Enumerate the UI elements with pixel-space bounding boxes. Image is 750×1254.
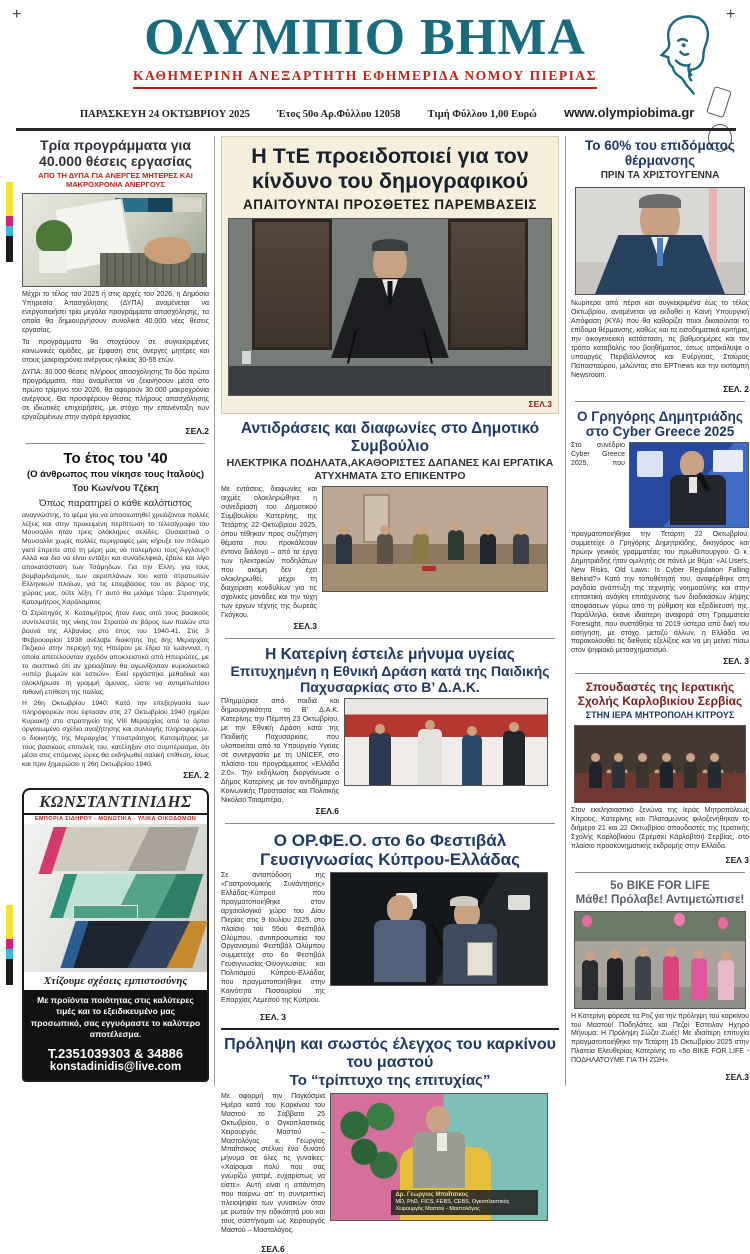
photo-shape-panel	[713, 450, 744, 472]
photo-shape-door-right	[448, 219, 529, 349]
photo-orfeo-festival	[330, 872, 548, 986]
article-paragraph: Με αφορμή την Παγκόσμια Ημέρα κατά του Καρκίνου του Μαστού το Σάββατο 25 Οκτωβρίου, ο Ογκοπλαστικός Χειρουργός Μαστού – Μαστολόγος κ. Γεώργιος Μπαΐτσικος στέλνει ένα δυνατό μήνυμα σε όλες τις γυναίκες: «Χαίρομαι πολύ που σας γνωρίζω γιατρέ, ευχαρίστως να είστε». Αυτή είναι η απάντηση που παίρνω απ’ τη συντριπτική πλειοψηφία των γυναικών όταν με ρωτούν την ειδικότητά μου και τους συστήνομαι ως Χειρουργός Μαστού – Μαστολόγος.	[221, 1092, 325, 1235]
article-paragraph: Ο Στρατηγός Χ. Κατσιμήτρος ήταν ένας από τους βασικούς συντελεστές της νίκης του Στρατού σε βάρος των Ιταλών στα βουνά της Αλβανίας στο έπος του 1940-41. Στις 3 Φεβρουαρίου 1938 ανέλαβε διοικητής της 8ης Μεραρχίας Πεζικού στην περιοχή της Ηπείρου με έδρα τα Ιωάννινα, η οποία απετελούνταν σχεδόν αποκλειστικά από Ηπειρώτες, με το σκεπτικό ότι αν χρειαζόταν θα αγωνίζονταν κυριολεκτικά «υπέρ βωμών και εστιών». Εκεί εργάστηκε μεθοδικά και ολοκλήρωσε τη γραμμή άμυνας, ώστε να αντιμετωπίσει πιθανή επίθεση της Ιταλίας.	[22, 610, 209, 696]
page-reference: ΣΕΛ. 2	[183, 769, 209, 780]
photo-shape-door-left	[252, 219, 333, 349]
article-byline: Του Κων/νου Τζέκη	[72, 482, 159, 494]
article-title: Ο ΟΡ.ΦΕ.Ο. στο 6ο Φεστιβάλ Γευσιγνωσίας Κύπρου-Ελλάδας	[260, 830, 520, 869]
divider	[225, 823, 555, 824]
color-calibration-bar-bottom	[6, 905, 13, 985]
photo-shape-plant	[36, 220, 73, 253]
color-bar-cyan	[6, 949, 13, 959]
article-title-line2: Το “τρίπτυχο της επιτυχίας”	[289, 1071, 491, 1089]
article-lead-line: Όπως παρατηρεί ο κάθε καλόπιστος	[39, 497, 192, 509]
article-paragraph: Πλημμύρισε από παιδιά και δημιουργικότητα το Β’ Δ.Α.Κ. Κατερίνης την Πέμπτη 23 Οκτωβρίου, με την Εθνική Δράση κατά της Παιδικής Παχυσαρκίας, που υλοποιείται από το Υπουργείο Υγείας σε συνεργασία με τη UNICEF, στο πλαίσιο του προγράμματος «Ελλάδα 2.0». Την εκδήλωση διοργάνωσε ο Δήμος Κατερίνης με τον αντιδήμαρχο Κοινωνικής Προστασίας και Πολιτικής Νικόλαο Τσιαμπέρα.	[221, 698, 339, 804]
article-title-line1: Η Κατερίνη έστειλε μήνυμα υγείας	[265, 645, 515, 663]
article-subtitle: ΑΠΟ ΤΗ ΔΥΠΑ ΓΙΑ ΑΝΕΡΓΕΣ ΜΗΤΕΡΕΣ ΚΑΙ ΜΑΚΡΟΧΡΟΝΙΑ ΑΝΕΡΓΟΥΣ	[38, 171, 193, 190]
article-jobs-programs	[22, 138, 209, 436]
article-serbia-seminary	[571, 681, 749, 864]
article-orfeo-festival	[221, 831, 559, 1022]
divider	[225, 638, 555, 639]
left-column	[22, 136, 214, 1086]
photo-shape-doctor-head	[426, 1106, 450, 1133]
article-paragraph: αναγνώστης, το ψέμα για να αποσιωπηθεί χρειάζονται πολλές λέξεις και στην προκειμένη περίπτωση το τελεσίγραφο του Μουσολίνι ήταν τρεις ολόκληρες σελίδες. Ουσιαστικά ο Μουσολίνι χωρίς πολλές περιγραφές μας κήρυξε τον πόλεμο γιατί έπρεπε από τη μέρη μας να πολεμήσει τους Άγγλους!! Αλλά και δια να είναι εντάξει και συναδελφικά, έβαλε και λίγο αποκατάσταση των Τσάμηδων. Για την Έλλη, για τους βομβαρδισμούς των αεροπλάνων του κατά στρατιωτών Ελληνικών πλοίων, για τις επεμβάσεις του σε βάρος της χώρας μας, ούτε λέξη. Γι' αυτό θα μιλάμε τώρα: Στρατηγός Κατσιμήτρος Χαράλαμπος	[22, 511, 209, 606]
article-paragraph: Η 26η Οκτωβρίου 1940: Κατά την επεξεργασία των πληροφοριών που έφτασαν στις 27 Οκτωβρίου 1940 (ημέρα Κυριακή) στο στρατηγείο της VIII Μεραρχίας από το άρτια οργανωμένο σχέδιο αναζήτησης και συλλογής πληροφοριών, ο διοικητής της Μεραρχίας Υποστράτηγος Κατσιμήτρος με τους βασικούς επιτελείς του, κατέληξαν στο συμπέρασμα, ότι μέσα στις επόμενες ώρες θα εκδηλωθεί ιταλική επίθεση, ίσως και πριν ξημερώσει η 26η Οκτωβρίου 1940.	[22, 700, 209, 769]
photo-council-meeting	[322, 486, 548, 592]
photo-shape-shirt	[689, 477, 697, 493]
photo-cyber-panel-speaker	[629, 442, 749, 528]
photo-shape-shirt	[437, 1133, 447, 1151]
photo-shape-tie	[657, 238, 663, 266]
article-title-line1: 5ο BIKE FOR LIFE	[610, 879, 710, 892]
article-subtitle: ΗΛΕΚΤΡΙΚΑ ΠΟΔΗΛΑΤΑ,ΑΚΑΘΟΡΙΣΤΕΣ ΔΑΠΑΝΕΣ ΚΑΙ ΕΡΓΑΤΙΚΑ ΑΤΥΧΗΜΑΤΑ ΣΤΟ ΕΠΙΚΕΝΤΡΟ	[226, 457, 554, 482]
photo-shape-panel	[637, 451, 663, 476]
issue-price: Τιμή Φύλλου 1,00 Ευρώ	[427, 109, 537, 120]
article-paragraph: ΔΥΠΑ: 30.000 θέσεις πλήρους απασχόλησης Τα δύο πρώτα προγράμματα, που αναμένεται να ξεκινήσουν μέσα στο πρώτο τρίμηνο του 2026, θα αφορούν 30.000 μακροχρόνια ανέργους. Θα προσφέρουν θέσεις πλήρους απασχόλησης σε ιδιωτικές επιχειρήσεις, με στόχο την επανένταξη των εργαζομένων στην αγορά εργασίας	[22, 368, 209, 421]
color-calibration-bar-top	[6, 182, 13, 262]
photo-shape-plants	[335, 1099, 400, 1187]
ad-text: Με προϊόντα ποιότητας στις καλύτερες τιμές και το εξειδικευμένο μας προσωπικό, σας εγγυόμαστε το καλύτερο αποτέλεσμα.	[30, 994, 201, 1040]
article-cyber-greece	[571, 409, 749, 667]
zeus-head-logo-icon	[654, 12, 720, 96]
photo-shape-hand	[144, 237, 192, 265]
photo-shape-man2-hair	[450, 896, 478, 906]
article-subtitle: ΣΤΗΝ ΙΕΡΑ ΜΗΤΡΟΠΟΛΗ ΚΙΤΡΟΥΣ	[585, 710, 735, 721]
ad-photo-night-plant	[71, 921, 207, 968]
photo-shape-chair	[508, 895, 530, 910]
photo-shape-red-folder	[422, 566, 436, 571]
article-title: Ο Γρηγόρης Δημητριάδης στο Cyber Greece 2025	[577, 408, 743, 439]
photo-tv-interview-doctor	[330, 1093, 548, 1221]
article-dak-health	[221, 646, 559, 816]
article-heating-allowance	[571, 138, 749, 394]
photo-shape-speaker-hair	[372, 239, 408, 251]
photo-caption	[391, 1190, 538, 1215]
dateline	[80, 105, 694, 120]
masthead-rule	[16, 128, 736, 131]
newspaper-title: ΟΛΥΜΠΙΟ ΒΗΜΑ	[144, 9, 586, 66]
page-reference: ΣΕΛ 3	[725, 854, 749, 865]
color-bar-black	[6, 959, 13, 985]
page-reference: ΣΕΛ.6	[315, 805, 339, 816]
article-bike-for-life	[571, 880, 749, 1082]
caption-doctor-name: Δρ. Γεώργιος Μπαΐτσικος	[395, 1191, 469, 1198]
divider	[26, 443, 205, 444]
newspaper-subtitle: ΚΑΘΗΜΕΡΙΝΗ ΑΝΕΞΑΡΤΗΤΗ ΕΦΗΜΕΡΙΔΑ ΝΟΜΟΥ ΠΙΕΡΙΑΣ	[133, 68, 597, 89]
article-city-council	[221, 420, 559, 630]
article-paragraph: Σε ανταπόδοση της «Γαστρονομικής Συνάντησης» Ελλάδας-Κύπρου που πραγματοποιήθηκε στον αρχαιολογικό χώρο του Δίου Πιερίας στις 9 Ιουλίου 2025, στο πλαίσιο του 55ου Φεστιβάλ Ολύμπου, αντιπροσωπεία του Οργανισμού Φεστιβάλ Ολύμπου συμμετείχε στο 6ο Φεστιβάλ Γευσιγνωσίας-Οινογνωσίας και Πολιτισμού Κύπρου-Ελλάδας που πραγματοποιήθηκε στην Κοινότητα Πισσουρίου της Επαρχίας Λεμεσού της Κύπρου.	[221, 871, 325, 1005]
divider	[575, 872, 745, 873]
photo-laptop-work	[22, 193, 207, 287]
article-paragraph: Νωρίτερα από πέρσι και συγκεκριμένα έως το τέλος Οκτωβρίου, αναμένεται να εκδοθεί η Κοινή Υπουργική Απόφαση (ΚΥΑ) που θα καθορίζει ποιοι δικαιούνται το επίδομα θέρμανσης, καθώς και τα εισοδηματικά κριτήρια, την οικογενειακή κατάσταση, τις βαθμοημέρες και τον τρόπο καταβολής του βοηθήματος, όπως αποκάλυψε ο υπουργός Περιβάλλοντος και Ενέργειας, Σταύρος Παπασταύρου, μιλώντας στο ΕΡΤnews και την εκπομπή Newsroom.	[571, 300, 749, 379]
photo-dak-event	[344, 698, 548, 786]
article-subtitle: (Ο άνθρωπος που νίκησε τους Ιταλούς)	[26, 469, 205, 481]
divider	[575, 673, 745, 674]
postage-tag-icon	[706, 86, 732, 118]
issue-date: ΠΑΡΑΣΚΕΥΗ 24 ΟΚΤΩΒΡΙΟΥ 2025	[80, 109, 250, 120]
ad-photo-collage	[24, 824, 207, 972]
photo-tte-podium	[228, 218, 552, 396]
page-reference: ΣΕΛ. 3	[723, 656, 749, 667]
photo-shape-pot	[39, 251, 66, 273]
lead-title: Η ΤτΕ προειδοποιεί για τον κίνδυνο του δημογραφικού	[251, 144, 529, 193]
page-reference: ΣΕΛ. 2	[723, 383, 749, 394]
photo-bike-for-life	[574, 911, 746, 1009]
ad-konstantinidis	[22, 788, 209, 1082]
ad-brand-name: ΚΩΝΣΤΑΝΤΙΝΙΔΗΣ	[24, 790, 207, 815]
photo-shape-books	[115, 198, 203, 212]
right-column	[566, 136, 749, 1086]
photo-shape-hair	[639, 194, 681, 208]
page-reference: ΣΕΛ.3	[725, 1072, 749, 1083]
photo-shape-podium	[229, 366, 551, 396]
article-paragraph: Η Κατερίνη φόρεσε τα Ροζ για την πρόληψη του καρκίνου του Μαστού! Ποδηλάτες και Πεζοί Έστειλαν Ηχηρό Μήνυμα: Η Πρόληψη Σώζει Ζωές! Με ιδιαίτερη επιτυχία πραγματοποιήθηκε την Τετάρτη 15 Οκτωβρίου 2025 στην Πλατεία Ελευθερίας Κατερίνης το «5ο BIKE FOR LIFE - ΠΟΔΗΛΑΤΟΥΜΕ ΓΙΑ ΤΗ ΖΩΗ».	[571, 1012, 749, 1065]
registration-cross-top-left: +	[12, 6, 22, 23]
divider-thick	[221, 1028, 559, 1030]
article-paragraph: Τα προγράμματα θα στοχεύουν σε συγκεκριμένες κοινωνικές ομάδες, με έμφαση στις άνεργες μητέρες και στους μακροχρόνια ανέργους ηλικίας 30-55 ετών.	[22, 339, 209, 365]
article-title-line2: Μάθε! Πρόλαβε! Αντιμετώπισε!	[575, 893, 745, 906]
photo-shape-balloon	[674, 913, 685, 926]
website-url: www.olympiobima.gr	[564, 105, 695, 120]
lead-story	[221, 136, 559, 414]
issue-number: Έτος 50ο Αρ.Φύλλου 12058	[277, 109, 401, 120]
color-bar-cyan	[6, 226, 13, 236]
photo-shape-man1-shirt	[374, 920, 426, 982]
color-bar-magenta	[6, 216, 13, 226]
color-bar-black	[6, 236, 13, 262]
photo-minister-portrait	[575, 187, 745, 295]
color-bar-yellow	[6, 182, 13, 216]
photo-shape-balloon	[582, 915, 592, 927]
article-title: Σπουδαστές της Ιερατικής Σχολής Καρλοβικίου Σερβίας	[577, 680, 743, 708]
ad-tagline: ΕΜΠΟΡΙΑ ΣΙΔΗΡΟΥ - ΜΟΝΩΤΙΚΑ - ΥΛΙΚΑ ΟΙΚΟΔΟΜΩΝ	[34, 815, 197, 822]
article-year-1940	[22, 451, 209, 780]
article-paragraph: Μέχρι το τέλος του 2025 ή στις αρχές του 2026, η Δημόσια Υπηρεσία Απασχόλησης (ΔΥΠΑ) αναμένεται να ενεργοποιήσει τρία μεγάλα προγράμματα απασχόλησης, τα οποία θα δημιουργήσουν συνολικά 40.000 νέες θέσεις εργασίας.	[22, 291, 209, 335]
photo-shape-dark-suit	[670, 475, 726, 525]
ad-slogan: Χτίζουμε σχέσεις εμπιστοσύνης	[43, 974, 188, 987]
article-paragraph: Με εντάσεις, διαφωνίες και αιχμές ολοκληρώθηκε η συνεδρίαση του Δημοτικού Συμβουλίου Κατερίνης, της Τετάρτης 22 Οκτωβρίου 2025, όπου τέθηκαν προς συζήτηση θέματα που προκάλεσαν έντονο διάλογο – από τα έργα των ηλεκτρικών ποδηλάτων που ακόμη δεν έχει ολοκληρωθεί, μέχρι τη διαχείριση κονδυλίων για τις σχολικές μονάδες και την τύχη των έργων τέχνης της δωρεάς Γκόγκου.	[221, 486, 317, 619]
article-title-line2: Επιτυχημένη η Εθνική Δράση κατά της Παιδικής Παχυσαρκίας στο Β’ Δ.Α.Κ.	[230, 663, 550, 695]
article-subtitle: ΠΡΙΝ ΤΑ ΧΡΙΣΤΟΥΓΕΝΝΑ	[600, 170, 720, 182]
masthead	[80, 9, 720, 120]
caption-doctor-credentials: MD, PhD, FICS, FEBS, CEBS, Ογκοπλαστικός Χειρουργός Μαστού - Μαστολόγος	[395, 1199, 510, 1213]
registration-cross-top-right: +	[726, 6, 736, 23]
photo-shape-tie	[388, 281, 393, 305]
photo-shape-book	[467, 942, 493, 976]
page-reference: ΣΕΛ.2	[185, 425, 209, 436]
article-title: Τρία προγράμματα για 40.000 θέσεις εργασίας	[39, 137, 192, 169]
article-breast-cancer	[221, 1036, 559, 1254]
ad-phone: Τ.2351039303 & 34886	[47, 1045, 184, 1061]
ad-email: konstadinidis@live.com	[49, 1060, 182, 1073]
page-reference: ΣΕΛ.3	[293, 620, 317, 631]
photo-group-seminary	[574, 725, 746, 803]
article-paragraph: Στον εκκλησιαστικό ξενώνα της Ιεράς Μητροπόλεως Κίτρους, Κατερίνης και Πλαταμώνος φιλοξενήθηκαν το διήμερο 21 και 22 Οκτωβρίου σπουδαστές της Ιερατικής Σχολής Καρλοβικίου (Σρέμσκι Κάρλοβτσι) Σερβίας, στο πλαίσιο προσκυνηματικής εκδρομής στην Ελλάδα.	[571, 807, 749, 850]
page-reference: ΣΕΛ.6	[261, 1244, 285, 1254]
middle-column	[214, 136, 566, 1254]
photo-shape-microphone	[430, 922, 444, 947]
color-bar-yellow	[6, 905, 13, 939]
ad-photo-warehouse	[50, 827, 200, 871]
photo-shape-balloon	[718, 917, 728, 929]
lead-subtitle: ΑΠΑΙΤΟΥΝΤΑΙ ΠΡΟΣΘΕΤΕΣ ΠΑΡΕΜΒΑΣΕΙΣ	[242, 197, 538, 213]
color-bar-magenta	[6, 939, 13, 949]
ad-badge	[73, 905, 137, 919]
article-title: Το έτος του '40	[63, 449, 168, 467]
article-paragraph: Στο συνέδριο Cyber Greece 2025, που πραγματοποιήθηκε την Τετάρτη 22 Οκτωβρίου, συμμετείχε ο Γρηγόρης Δημητριάδης, δικηγόρος και πρώην γενικός γραμματέας του πρωθυπουργού. Ο κ. Δημητριάδης ήταν ομιλητής σε πάνελ με θέμα: «AI Users, New Risks, Old Laws: Is Cyber Regulation Falling Behind?» Κατά την τοποθέτησή του, αναφέρθηκε στη ραγδαία ανάπτυξη της τεχνητής νοημοσύνης και στην επιτακτική ανάγκη επιτάχυνσης των διαδικασιών λήψης αποφάσεων γύρω από τη ρύθμιση και εξειδίκευσή της. Παράλληλα, έκανε ιδιαίτερη αναφορά στη Γραμματεία Foresight, που συστάθηκε το 2019 ύστερα από δική του εισήγηση, με στόχο, μεταξύ άλλων, η Ελλάδα να παρακολουθεί τις διεθνείς εξελίξεις και να μη μείνει πίσω στον ψηφιακό μετασχηματισμό.	[571, 442, 749, 655]
article-title: Το 60% του επιδόματος θέρμανσης	[585, 138, 735, 169]
page-reference: ΣΕΛ.3	[528, 399, 552, 410]
page-reference: ΣΕΛ. 3	[260, 1012, 286, 1023]
article-title: Αντιδράσεις και διαφωνίες στο Δημοτικό Συμβούλιο	[240, 420, 540, 455]
divider	[575, 401, 745, 402]
article-title-line1: Πρόληψη και σωστός έλεγχος του καρκίνου του μαστού	[224, 1036, 556, 1072]
photo-shape-water-glass	[242, 351, 251, 364]
